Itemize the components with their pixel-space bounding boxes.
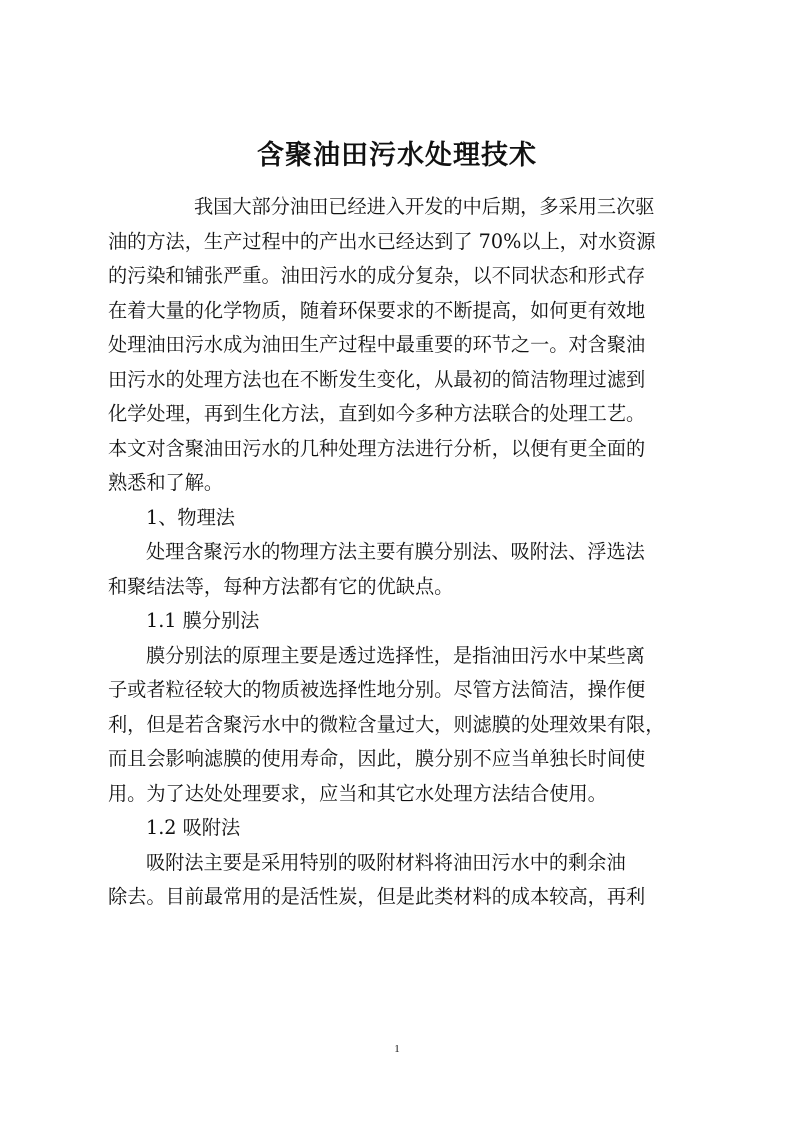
text-line: 处理含聚污水的物理方法主要有膜分别法、吸附法、浮选法 xyxy=(146,540,645,563)
text-line: 和聚结法等，每种方法都有它的优缺点。 xyxy=(108,574,454,598)
text-line: 膜分别法的原理主要是透过选择性，是指油田污水中某些离 xyxy=(146,643,645,667)
text-line: 本文对含聚油田污水的几种处理方法进行分析，以便有更全面的 xyxy=(108,436,646,460)
text-line: 处理油田污水成为油田生产过程中最重要的环节之一。对含聚油 xyxy=(108,333,646,356)
text-line: 子或者粒径较大的物质被选择性地分别。尽管方法简洁，操作便 xyxy=(108,678,646,701)
section-heading-adsorption: 1.2 吸附法 xyxy=(146,816,241,839)
text-line: 利，但是若含聚污水中的微粒含量过大，则滤膜的处理效果有限， xyxy=(108,712,665,736)
text-line: 的污染和铺张严重。油田污水的成分复杂，以不同状态和形式存 xyxy=(108,264,646,287)
text-line: 我国大部分油田已经进入开发的中后期，多采用三次驱 xyxy=(194,195,655,218)
document-body xyxy=(108,190,708,915)
text-line: 用。为了达处处理要求，应当和其它水处理方法结合使用。 xyxy=(108,781,607,805)
text-line: 除去。目前最常用的是活性炭，但是此类材料的成本较高，再利 xyxy=(108,885,646,908)
text-line: 在着大量的化学物质，随着环保要求的不断提高，如何更有效地 xyxy=(108,298,646,322)
text-line: 而且会影响滤膜的使用寿命，因此，膜分别不应当单独长时间使 xyxy=(108,747,646,770)
section1-1-paragraph xyxy=(108,639,708,812)
text-line: 吸附法主要是采用特别的吸附材料将油田污水中的剩余油 xyxy=(146,850,626,874)
page-number: 1 xyxy=(394,1043,400,1055)
section-heading-physical-method: 1、物理法 xyxy=(146,505,235,529)
text-line: 油的方法，生产过程中的产出水已经达到了 70%以上，对水资源 xyxy=(108,229,656,253)
intro-paragraph xyxy=(108,190,708,501)
section-heading-membrane-separation: 1.1 膜分别法 xyxy=(146,609,260,632)
text-line: 化学处理，再到生化方法，直到如今多种方法联合的处理工艺。 xyxy=(108,402,646,425)
text-line: 田污水的处理方法也在不断发生变化，从最初的简洁物理过滤到 xyxy=(108,367,646,391)
document-title: 含聚油田污水处理技术 xyxy=(257,140,537,171)
text-line: 熟悉和了解。 xyxy=(108,471,224,494)
section1-2-paragraph xyxy=(108,846,708,915)
section1-paragraph xyxy=(108,535,708,604)
